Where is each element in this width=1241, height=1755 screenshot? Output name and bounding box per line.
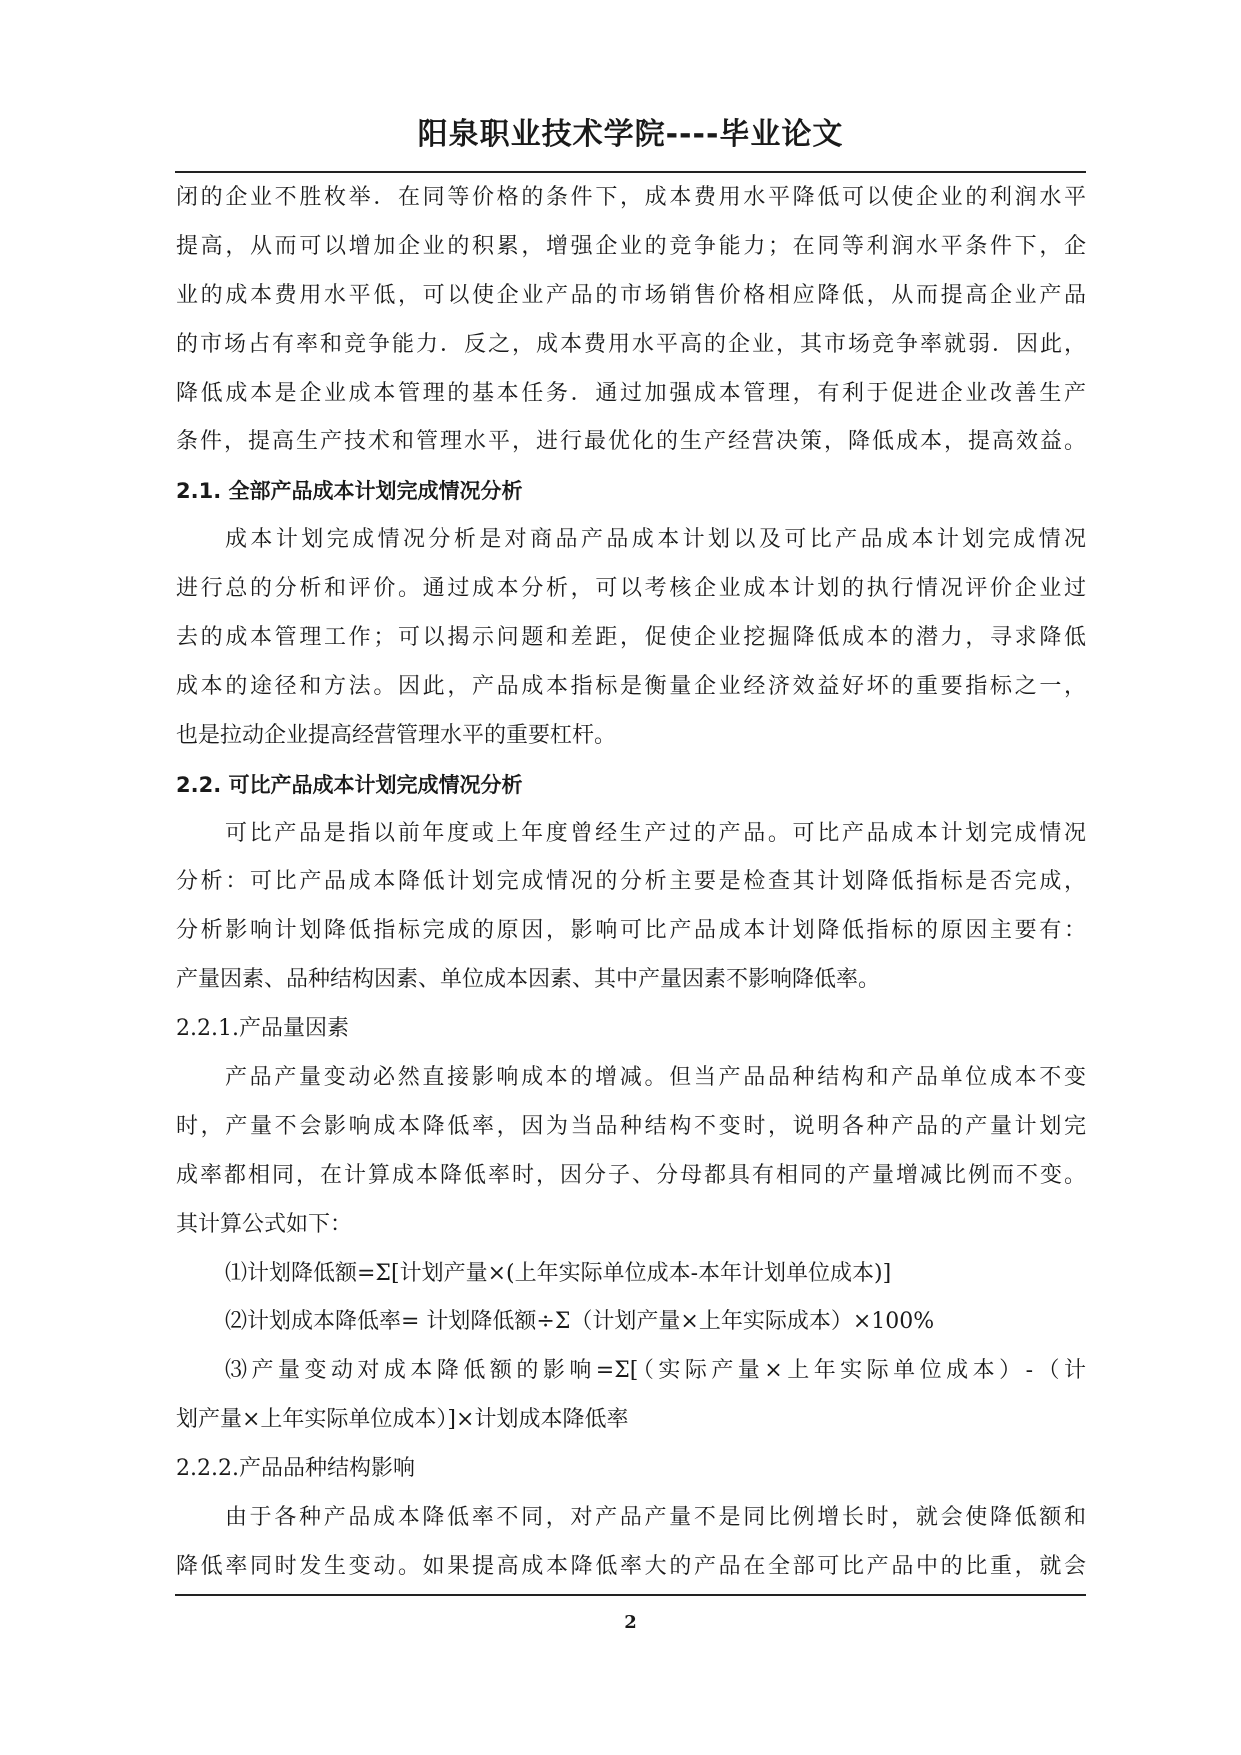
page-header-title: 阳泉职业技术学院----毕业论文 — [417, 117, 844, 152]
text-line: 提高，从而可以增加企业的积累，增强企业的竞争能力；在同等利润水平条件下，企 — [176, 233, 1086, 259]
text-line: 的市场占有率和竞争能力．反之，成本费用水平高的企业，其市场竞争率就弱．因此， — [176, 331, 1086, 357]
header-divider — [175, 171, 1086, 173]
text-line: 由于各种产品成本降低率不同，对产品产量不是同比例增长时，就会使降低额和 — [225, 1505, 1086, 1531]
text-line: 闭的企业不胜枚举．在同等价格的条件下，成本费用水平降低可以使企业的利润水平 — [176, 185, 1086, 210]
text-line: 也是拉动企业提高经营管理水平的重要杠杆。 — [176, 722, 617, 748]
subsection-heading-2-2-1: 2.2.1.产品量因素 — [176, 1016, 349, 1042]
section-heading-2-1: 2.1. 全部产品成本计划完成情况分析 — [176, 479, 523, 504]
text-line: 进行总的分析和评价。通过成本分析，可以考核企业成本计划的执行情况评价企业过 — [176, 576, 1086, 602]
formula-line: ⑵计划成本降低率= 计划降低额÷Σ（计划产量×上年实际成本）×100% — [225, 1309, 935, 1335]
text-line: 成本计划完成情况分析是对商品产品成本计划以及可比产品成本计划完成情况 — [225, 527, 1086, 553]
text-line: 时，产量不会影响成本降低率，因为当品种结构不变时，说明各种产品的产量计划完 — [176, 1113, 1086, 1139]
page-number: 2 — [624, 1612, 637, 1633]
text-line: 去的成本管理工作；可以揭示问题和差距，促使企业挖掘降低成本的潜力，寻求降低 — [176, 625, 1086, 651]
text-line: 产量因素、品种结构因素、单位成本因素、其中产量因素不影响降低率。 — [176, 967, 881, 993]
text-line: 可比产品是指以前年度或上年度曾经生产过的产品。可比产品成本计划完成情况 — [225, 820, 1086, 846]
section-heading-2-2: 2.2. 可比产品成本计划完成情况分析 — [176, 772, 523, 797]
text-line: 其计算公式如下： — [176, 1211, 353, 1237]
text-line: 降低率同时发生变动。如果提高成本降低率大的产品在全部可比产品中的比重，就会 — [176, 1553, 1086, 1579]
footer-divider — [175, 1594, 1086, 1596]
formula-line: ⑶产量变动对成本降低额的影响=Σ[（实际产量×上年实际单位成本）-（计 — [225, 1358, 1086, 1384]
text-line: 成本的途径和方法。因此，产品成本指标是衡量企业经济效益好坏的重要指标之一， — [176, 673, 1086, 699]
text-line: 条件，提高生产技术和管理水平，进行最优化的生产经营决策，降低成本，提高效益。 — [176, 429, 1086, 455]
body-text — [176, 174, 1086, 1592]
text-line: 分析：可比产品成本降低计划完成情况的分析主要是检查其计划降低指标是否完成， — [176, 869, 1086, 895]
subsection-heading-2-2-2: 2.2.2.产品品种结构影响 — [176, 1456, 415, 1482]
text-line: 成率都相同，在计算成本降低率时，因分子、分母都具有相同的产量增减比例而不变。 — [176, 1162, 1086, 1188]
text-line: 产品产量变动必然直接影响成本的增减。但当产品品种结构和产品单位成本不变 — [225, 1065, 1086, 1091]
text-line: 业的成本费用水平低，可以使企业产品的市场销售价格相应降低，从而提高企业产品 — [176, 282, 1086, 308]
text-line: 分析影响计划降低指标完成的原因，影响可比产品成本计划降低指标的原因主要有： — [176, 918, 1086, 944]
text-line: 降低成本是企业成本管理的基本任务．通过加强成本管理，有利于促进企业改善生产 — [176, 380, 1086, 406]
formula-line: ⑴计划降低额=Σ[计划产量×(上年实际单位成本-本年计划单位成本)] — [225, 1260, 892, 1286]
formula-line: 划产量×上年实际单位成本）]×计划成本降低率 — [176, 1407, 629, 1433]
